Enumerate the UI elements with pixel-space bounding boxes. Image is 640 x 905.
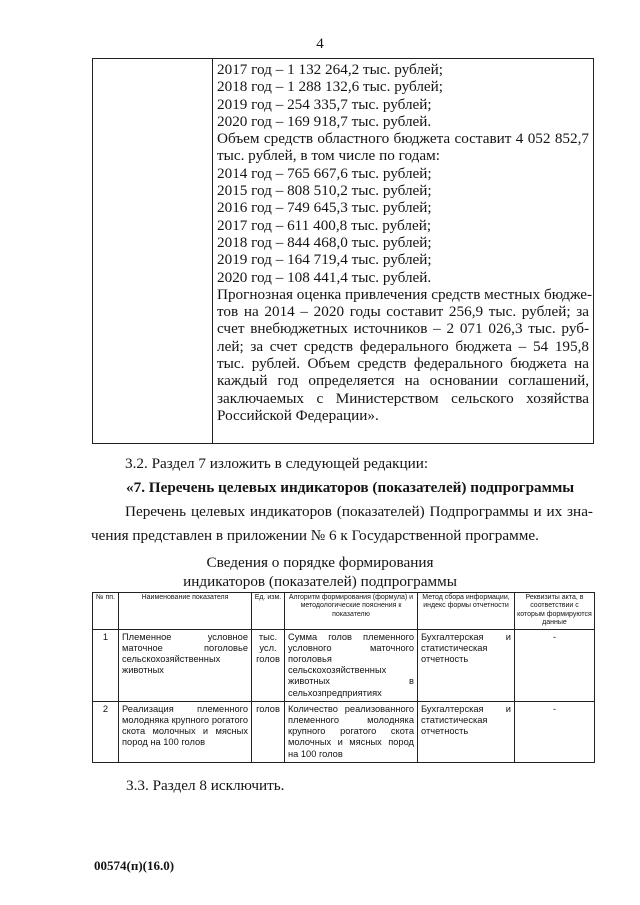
forecast-line: каждый год определяется на основании соглашений, [217, 372, 589, 390]
table-row [93, 629, 595, 701]
funding-table [92, 58, 594, 444]
regional-line: 2016 год – 749 645,3 тыс. рублей; [217, 199, 432, 217]
table-column-divider [212, 59, 213, 443]
regional-line: 2020 год – 108 441,4 тыс. рублей. [217, 268, 432, 286]
cell-method: Бухгалтерская и статистическая отчетность [418, 629, 515, 701]
section-7-heading: «7. Перечень целевых индикаторов (показателей) подпрограммы [126, 479, 575, 496]
document-code: 00574(п)(16.0) [94, 858, 175, 873]
cell-requisites: - [515, 629, 595, 701]
cell-algorithm: Количество реализованного племенного молодняка крупного рогатого скота молочных и мясных пород на 100 голов [285, 701, 418, 762]
forecast-line-last: Российской Федерации». [217, 406, 379, 424]
regional-budget-intro: Объем средств областного бюджета составит 4 052 852,7 [217, 130, 589, 148]
table-caption-line-1: Сведения о порядке формирования [206, 554, 434, 571]
cell-name: Племенное условное маточное поголовье сельскохозяйственных животных [119, 629, 252, 701]
header-name: Наименование показателя [119, 593, 252, 630]
cell-num: 2 [93, 701, 119, 762]
funding-line: 2020 год – 169 918,7 тыс. рублей. [217, 112, 432, 130]
regional-line: 2018 год – 844 468,0 тыс. рублей; [217, 233, 432, 251]
section-3-3: 3.3. Раздел 8 исключить. [126, 777, 285, 794]
page-number: 4 [316, 36, 324, 52]
indicators-table [92, 592, 595, 763]
regional-line: 2015 год – 808 510,2 тыс. рублей; [217, 182, 432, 200]
cell-method: Бухгалтерская и статистическая отчетность [418, 701, 515, 762]
header-method: Метод сбора информации, индекс формы отчетности [418, 593, 515, 630]
cell-unit: голов [252, 701, 285, 762]
forecast-line: тыс. рублей. Объем средств федерального бюджета на [217, 355, 589, 373]
header-unit: Ед. изм. [252, 593, 285, 630]
regional-budget-intro-2: тыс. рублей, в том числе по годам: [217, 147, 440, 165]
funding-line: 2019 год – 254 335,7 тыс. рублей; [217, 95, 432, 113]
section-3-2: 3.2. Раздел 7 изложить в следующей редакции: [125, 455, 429, 472]
header-requisites: Реквизиты акта, в соответствии с которым формируются данные [515, 593, 595, 630]
header-algorithm: Алгоритм формирования (формула) и методологические пояснения к показателю [285, 593, 418, 630]
header-num: № пп. [93, 593, 119, 630]
paragraph-line-2: чения представлен в приложении № 6 к Государственной программе. [91, 527, 539, 544]
forecast-line: заключаемых с Министерством сельского хозяйства [217, 389, 589, 407]
cell-name: Реализация племенного молодняка крупного рогатого скота молочных и мясных пород на 100 голов [119, 701, 252, 762]
funding-line: 2017 год – 1 132 264,2 тыс. рублей; [217, 61, 444, 78]
funding-line: 2018 год – 1 288 132,6 тыс. рублей; [217, 78, 444, 96]
cell-num: 1 [93, 629, 119, 701]
cell-requisites: - [515, 701, 595, 762]
regional-line: 2014 год – 765 667,6 тыс. рублей; [217, 164, 432, 182]
forecast-line: Прогнозная оценка привлечения средств местных бюдже- [217, 285, 593, 303]
table-header-row [93, 593, 595, 630]
table-caption-line-2: индикаторов (показателей) подпрограммы [183, 573, 457, 590]
cell-unit: тыс. усл. голов [252, 629, 285, 701]
regional-line: 2019 год – 164 719,4 тыс. рублей; [217, 251, 432, 269]
funding-text-cell [217, 61, 593, 424]
forecast-line: счет внебюджетных источников – 2 071 026,3 тыс. руб- [217, 320, 589, 338]
table-row [93, 701, 595, 762]
regional-line: 2017 год – 611 400,8 тыс. рублей; [217, 216, 432, 234]
paragraph-line-1: Перечень целевых индикаторов (показателей) Подпрограммы и их зна- [125, 503, 593, 520]
forecast-line: лей; за счет средств федерального бюджета – 54 195,8 [217, 337, 589, 355]
forecast-line: тов на 2014 – 2020 годы составит 256,9 тыс. рублей; за [217, 303, 589, 321]
cell-algorithm: Сумма голов племенного условного маточного поголовья сельскохозяйственных животных в сельхозпредприятиях [285, 629, 418, 701]
